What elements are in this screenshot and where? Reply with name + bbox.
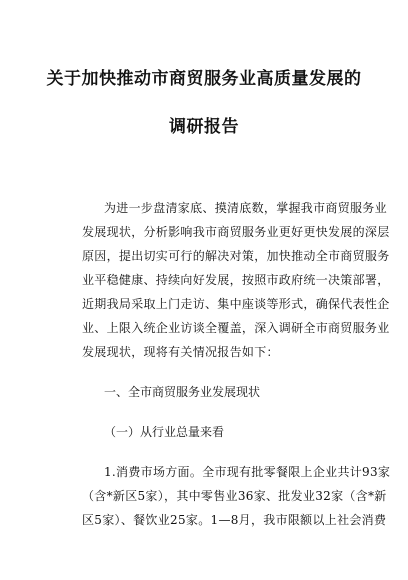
paragraph-line: 发展现状，现将有关情况报告如下：	[82, 345, 279, 359]
paragraph-line: （含*新区5家），其中零售业36家、批发业32家（含*新	[82, 489, 387, 503]
document-title-line-2: 调研报告	[169, 117, 239, 137]
paragraph-line: 业、上限入统企业访谈全覆盖，深入调研全市商贸服务业	[82, 321, 390, 335]
paragraph-line: 1.消费市场方面。全市现有批零餐限上企业共计93家	[104, 465, 391, 479]
paragraph-line: 区5家）、餐饮业25家。1—8月，我市限额以上社会消费	[82, 513, 387, 527]
paragraph-line: 业平稳健康、持续向好发展，按照市政府统一决策部署，	[82, 273, 390, 287]
paragraph-line: 为进一步盘清家底、摸清底数，掌握我市商贸服务业	[104, 201, 387, 215]
document-title-line-1: 关于加快推动市商贸服务业高质量发展的	[46, 69, 362, 89]
paragraph-line: 原因，提出切实可行的解决对策，加快推动全市商贸服务	[82, 249, 390, 263]
subsection-heading: （一）从行业总量来看	[104, 425, 225, 439]
paragraph-line: 近期我局采取上门走访、集中座谈等形式，确保代表性企	[82, 297, 390, 311]
paragraph-line: 发展现状，分析影响我市商贸服务业更好更快发展的深层	[82, 225, 390, 239]
section-heading: 一、全市商贸服务业发展现状	[104, 385, 261, 399]
